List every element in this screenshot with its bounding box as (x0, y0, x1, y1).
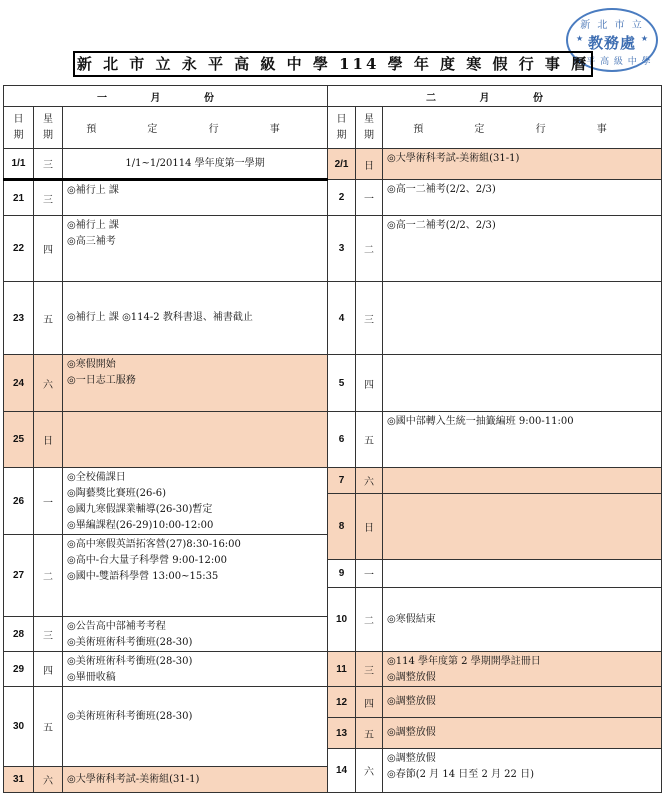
events-column-header: 預 定 行 事 (383, 107, 662, 149)
jan-events: ◎全校備課日 ◎陶藝獎比賽班(26-6) ◎國九寒假課業輔導(26-30)暫定 ◎畢編課程(26-29)10:00-12:00 (63, 468, 328, 535)
feb-date: 12 (328, 687, 356, 718)
jan-events: ◎大學術科考試-美術組(31-1) (63, 767, 328, 793)
feb-weekday: 日 (356, 494, 383, 560)
feb-weekday: 四 (356, 355, 383, 412)
jan-weekday: 五 (34, 687, 63, 767)
feb-events (383, 494, 662, 560)
feb-weekday: 二 (356, 588, 383, 652)
feb-events (383, 468, 662, 494)
feb-events: ◎高一二補考(2/2、2/3) (383, 180, 662, 216)
feb-date: 14 (328, 749, 356, 793)
feb-weekday: 四 (356, 687, 383, 718)
jan-weekday: 五 (34, 282, 63, 355)
stamp-star-icon: ★ (640, 34, 648, 43)
feb-events: ◎大學術科考試-美術組(31-1) (383, 149, 662, 180)
jan-date: 27 (4, 535, 34, 617)
feb-events: ◎高一二補考(2/2、2/3) (383, 216, 662, 282)
feb-events: ◎114 學年度第 2 學期開學註冊日 ◎調整放假 (383, 652, 662, 687)
jan-date: 30 (4, 687, 34, 767)
january-header: 一 月 份 (4, 86, 328, 107)
feb-date: 10 (328, 588, 356, 652)
jan-weekday: 三 (34, 617, 63, 652)
feb-date: 3 (328, 216, 356, 282)
feb-date: 9 (328, 560, 356, 588)
feb-weekday: 六 (356, 468, 383, 494)
feb-events (383, 355, 662, 412)
jan-date: 31 (4, 767, 34, 793)
jan-events: ◎美術班術科考衝班(28-30) (63, 687, 328, 767)
feb-date: 2/1 (328, 149, 356, 180)
jan-weekday: 一 (34, 468, 63, 535)
jan-weekday: 六 (34, 767, 63, 793)
jan-events: ◎美術班術科考衝班(28-30) ◎畢冊收稿 (63, 652, 328, 687)
jan-date: 21 (4, 180, 34, 216)
jan-events: ◎補行上 課 (63, 180, 328, 216)
page-title: 新 北 市 立 永 平 高 級 中 學 114 學 年 度 寒 假 行 事 曆 (73, 51, 593, 77)
feb-weekday: 五 (356, 718, 383, 749)
feb-date: 2 (328, 180, 356, 216)
feb-weekday: 三 (356, 282, 383, 355)
feb-weekday: 二 (356, 216, 383, 282)
feb-events: ◎調整放假 (383, 687, 662, 718)
day-column-header: 日 期 (328, 107, 356, 149)
stamp-center-text: 教務處 (587, 34, 636, 52)
jan-weekday: 三 (34, 149, 63, 180)
jan-date: 22 (4, 216, 34, 282)
feb-weekday: 五 (356, 412, 383, 468)
jan-weekday: 三 (34, 180, 63, 216)
feb-weekday: 日 (356, 149, 383, 180)
feb-events: ◎寒假結束 (383, 588, 662, 652)
jan-semester-note: 1/1~1/20114 學年度第一學期 (63, 149, 328, 180)
feb-date: 6 (328, 412, 356, 468)
feb-weekday: 一 (356, 180, 383, 216)
feb-events (383, 560, 662, 588)
jan-events: ◎補行上 課 ◎高三補考 (63, 216, 328, 282)
jan-date: 29 (4, 652, 34, 687)
calendar-table (3, 85, 662, 793)
feb-date: 13 (328, 718, 356, 749)
feb-events: ◎調整放假 ◎春節(2 月 14 日至 2 月 22 日) (383, 749, 662, 793)
weekday-column-header: 星 期 (34, 107, 63, 149)
jan-events: ◎高中寒假英語拓客營(27)8:30-16:00 ◎高中-台大量子科學營 9:00-12:00 ◎國中-雙語科學營 13:00~15:35 (63, 535, 328, 617)
jan-date: 23 (4, 282, 34, 355)
jan-weekday: 四 (34, 652, 63, 687)
feb-events: ◎調整放假 (383, 718, 662, 749)
jan-events: ◎公告高中部補考考程 ◎美術班術科考衝班(28-30) (63, 617, 328, 652)
feb-events: ◎國中部轉入生統一抽籤編班 9:00-11:00 (383, 412, 662, 468)
jan-date: 28 (4, 617, 34, 652)
feb-weekday: 六 (356, 749, 383, 793)
february-header: 二 月 份 (328, 86, 662, 107)
stamp-star-icon: ★ (576, 34, 584, 43)
stamp-bottom-text: 永 平 高 級 中 學 (572, 57, 652, 67)
feb-date: 8 (328, 494, 356, 560)
feb-date: 4 (328, 282, 356, 355)
feb-date: 5 (328, 355, 356, 412)
feb-weekday: 三 (356, 652, 383, 687)
events-column-header: 預 定 行 事 (63, 107, 328, 149)
feb-events (383, 282, 662, 355)
feb-weekday: 一 (356, 560, 383, 588)
jan-date: 26 (4, 468, 34, 535)
jan-weekday: 二 (34, 535, 63, 617)
jan-date: 25 (4, 412, 34, 468)
jan-weekday: 日 (34, 412, 63, 468)
jan-events: ◎補行上 課 ◎114-2 教科書退、補書截止 (63, 282, 328, 355)
weekday-column-header: 星 期 (356, 107, 383, 149)
day-column-header: 日 期 (4, 107, 34, 149)
jan-date: 1/1 (4, 149, 34, 180)
jan-events (63, 412, 328, 468)
jan-weekday: 四 (34, 216, 63, 282)
jan-events: ◎寒假開始 ◎一日志工服務 (63, 355, 328, 412)
feb-date: 7 (328, 468, 356, 494)
jan-date: 24 (4, 355, 34, 412)
stamp-top-text: 新 北 市 立 (580, 20, 644, 31)
jan-weekday: 六 (34, 355, 63, 412)
feb-date: 11 (328, 652, 356, 687)
